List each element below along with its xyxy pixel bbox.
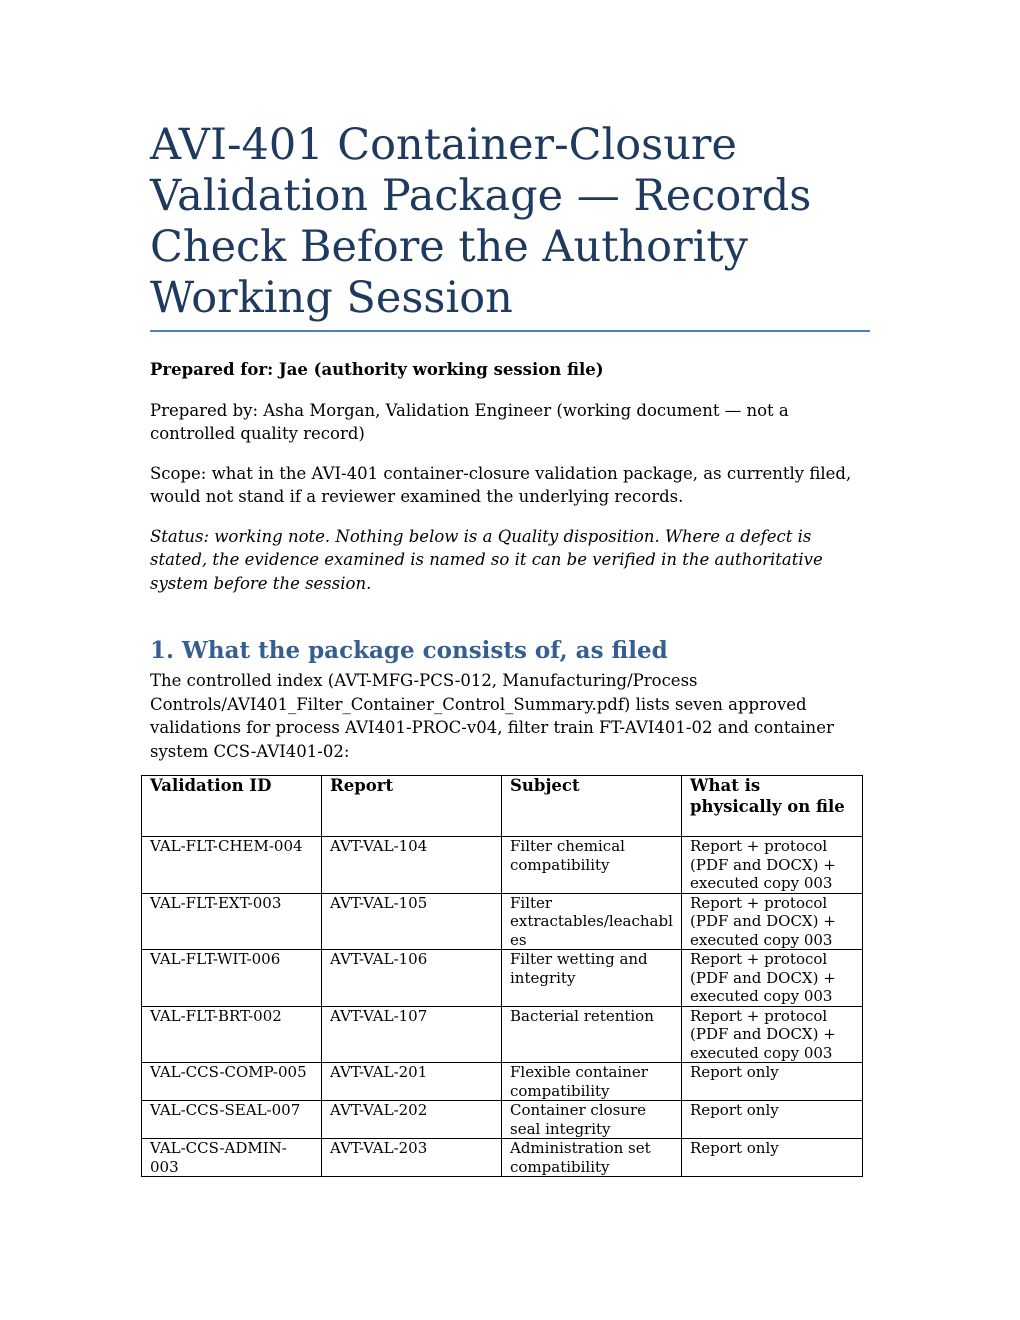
cell-report: AVT-VAL-106 (322, 950, 502, 1007)
cell-on-file: Report + protocol (PDF and DOCX) + executed copy 003 (682, 1006, 863, 1063)
cell-subject: Filter extractables/leachables (502, 893, 682, 950)
table-row (142, 1063, 863, 1101)
cell-on-file: Report only (682, 1139, 863, 1177)
cell-validation-id: VAL-CCS-SEAL-007 (142, 1101, 322, 1139)
cell-report: AVT-VAL-203 (322, 1139, 502, 1177)
cell-subject: Administration set compatibility (502, 1139, 682, 1177)
status-note: Status: working note. Nothing below is a Quality disposition. Where a defect is stated, the evidence examined is named so it can be verified in the authoritative system before the session. (150, 526, 823, 593)
cell-validation-id: VAL-CCS-COMP-005 (142, 1063, 322, 1101)
cell-report: AVT-VAL-105 (322, 893, 502, 950)
document-body (150, 120, 870, 763)
table-row (142, 1006, 863, 1063)
cell-validation-id: VAL-CCS-ADMIN-003 (142, 1139, 322, 1177)
column-header-on-file: What is physically on file (682, 776, 863, 837)
cell-report: AVT-VAL-107 (322, 1006, 502, 1063)
table-header-row (142, 776, 863, 837)
table-row (142, 950, 863, 1007)
table-row (142, 1139, 863, 1177)
scope-statement: Scope: what in the AVI-401 container-closure validation package, as currently filed, would not stand if a reviewer examined the underlying records. (150, 463, 852, 506)
cell-validation-id: VAL-FLT-BRT-002 (142, 1006, 322, 1063)
cell-on-file: Report + protocol (PDF and DOCX) + executed copy 003 (682, 837, 863, 894)
cell-on-file: Report + protocol (PDF and DOCX) + executed copy 003 (682, 893, 863, 950)
prepared-by: Prepared by: Asha Morgan, Validation Engineer (working document — not a controlled quality record) (150, 400, 789, 443)
cell-on-file: Report only (682, 1101, 863, 1139)
cell-validation-id: VAL-FLT-WIT-006 (142, 950, 322, 1007)
cell-subject: Container closure seal integrity (502, 1101, 682, 1139)
cell-validation-id: VAL-FLT-CHEM-004 (142, 837, 322, 894)
cell-on-file: Report + protocol (PDF and DOCX) + executed copy 003 (682, 950, 863, 1007)
cell-report: AVT-VAL-202 (322, 1101, 502, 1139)
cell-validation-id: VAL-FLT-EXT-003 (142, 893, 322, 950)
cell-report: AVT-VAL-104 (322, 837, 502, 894)
cell-subject: Bacterial retention (502, 1006, 682, 1063)
prepared-for: Prepared for: Jae (authority working session file) (150, 360, 604, 379)
section-1-intro: The controlled index (AVT-MFG-PCS-012, Manufacturing/Process Controls/AVI401_Filter_Container_Control_Summary.pdf) lists seven approved validations for process AVI401-PROC-v04, filter train FT-AVI401-02 and container system CCS-AVI401-02: (150, 671, 834, 761)
column-header-validation-id: Validation ID (142, 776, 322, 837)
document-title: AVI-401 Container-Closure Validation Package — Records Check Before the Authority Working Session (150, 120, 870, 332)
table-row (142, 837, 863, 894)
table-row (142, 1101, 863, 1139)
cell-subject: Flexible container compatibility (502, 1063, 682, 1101)
cell-report: AVT-VAL-201 (322, 1063, 502, 1101)
cell-subject: Filter chemical compatibility (502, 837, 682, 894)
cell-subject: Filter wetting and integrity (502, 950, 682, 1007)
column-header-report: Report (322, 776, 502, 837)
section-1-heading: 1. What the package consists of, as filed (150, 637, 668, 664)
table-row (142, 893, 863, 950)
column-header-subject: Subject (502, 776, 682, 837)
cell-on-file: Report only (682, 1063, 863, 1101)
validation-table (141, 775, 863, 1177)
